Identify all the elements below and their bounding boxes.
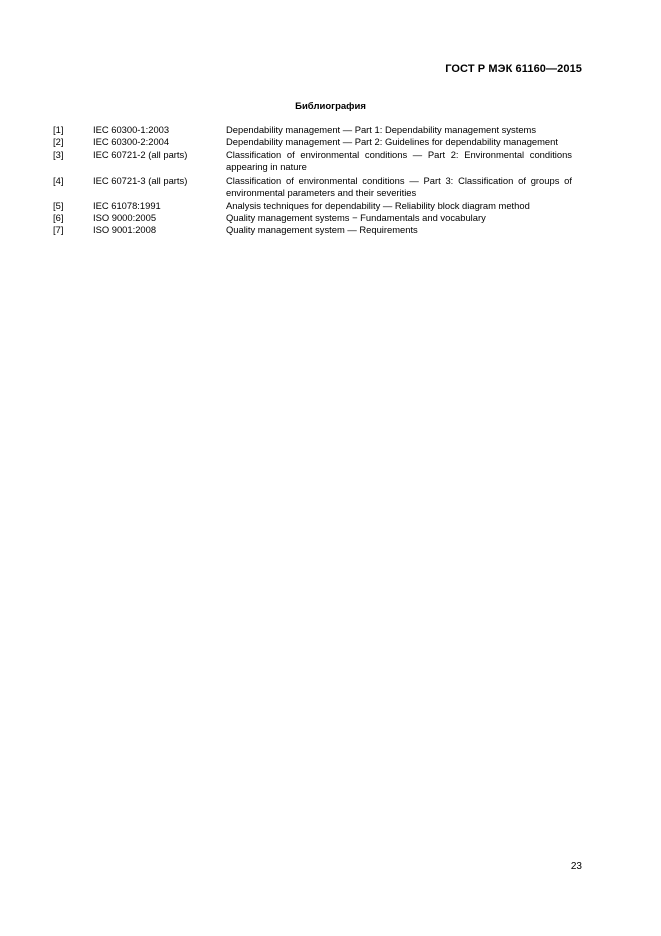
bibliography-entry xyxy=(53,212,572,224)
entry-title: Classification of environmental conditions — Part 3: Classification of groups of environmental parameters and their severities xyxy=(226,174,572,198)
bibliography-entry xyxy=(53,200,572,212)
entry-code: ISO 9001:2008 xyxy=(93,223,157,235)
bibliography-entry xyxy=(53,149,572,172)
entry-title: Quality management systems − Fundamentals and vocabulary xyxy=(226,211,486,223)
entry-code: IEC 60721-3 (all parts) xyxy=(93,174,188,186)
entry-title: Quality management system — Requirements xyxy=(226,223,418,235)
entry-number: [5] xyxy=(53,200,64,212)
entry-title: Classification of environmental conditions — Part 2: Environmental conditions appearing in nature xyxy=(226,149,572,173)
entry-code: IEC 60300-1:2003 xyxy=(93,124,170,135)
bibliography-list xyxy=(53,124,572,235)
entry-code: IEC 61078:1991 xyxy=(93,200,161,212)
bibliography-title: Библиография xyxy=(295,101,366,112)
entry-number: [1] xyxy=(53,124,64,135)
page-number: 23 xyxy=(570,861,582,872)
entry-code: ISO 9000:2005 xyxy=(93,211,157,223)
entry-title: Dependability management — Part 2: Guidelines for dependability management xyxy=(226,135,558,147)
entry-number: [6] xyxy=(53,211,64,223)
bibliography-entry xyxy=(53,136,572,148)
entry-number: [3] xyxy=(53,149,64,161)
entry-title: Analysis techniques for dependability — Reliability block diagram method xyxy=(226,200,530,212)
entry-number: [2] xyxy=(53,135,64,147)
bibliography-entry xyxy=(53,224,572,236)
page-header-standard-id: ГОСТ Р МЭК 61160—2015 xyxy=(445,63,582,75)
entry-code: IEC 60300-2:2004 xyxy=(93,135,170,147)
entry-title: Dependability management — Part 1: Dependability management systems xyxy=(226,124,537,135)
entry-code: IEC 60721-2 (all parts) xyxy=(93,149,188,161)
entry-number: [7] xyxy=(53,223,64,235)
entry-number: [4] xyxy=(53,174,64,186)
bibliography-entry xyxy=(53,175,572,198)
bibliography-entry xyxy=(53,124,572,136)
